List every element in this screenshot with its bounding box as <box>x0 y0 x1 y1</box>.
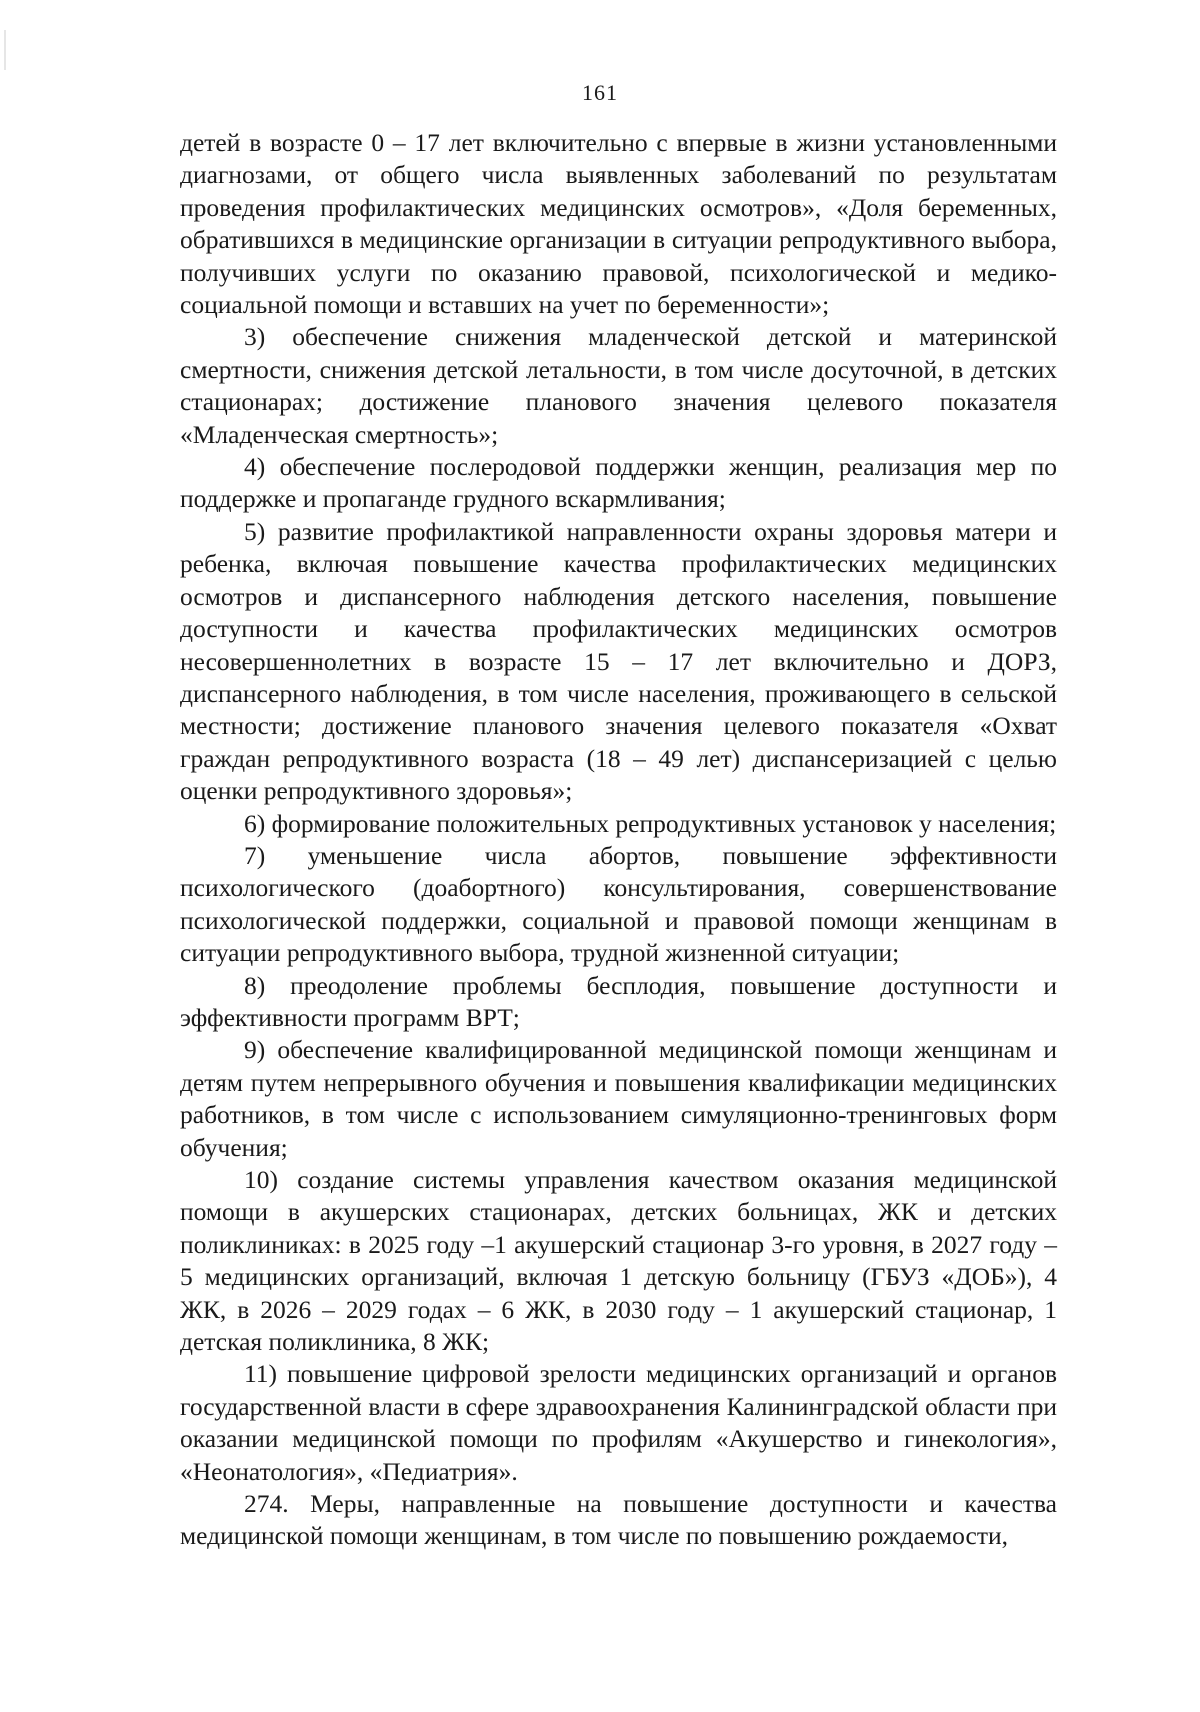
paragraph-item-8: 8) преодоление проблемы бесплодия, повышение доступности и эффективности программ ВРТ; <box>180 970 1057 1032</box>
page-number: 161 <box>582 80 618 105</box>
paragraph-item-11: 11) повышение цифровой зрелости медицинских организаций и органов государственной власти в сфере здравоохранения Калининградской области при оказании медицинской помощи по профилям «Акушерство и гинекология», «Неонатология», «Педиатрия». <box>180 1359 1057 1486</box>
paragraph-item-10: 10) создание системы управления качеством оказания медицинской помощи в акушерских стационарах, детских больницах, ЖК и детских поликлиниках: в 2025 году –1 акушерский стационар 3-го уровня, в 2027 году – 5 медицинских организаций, включая 1 детскую больницу (ГБУЗ «ДОБ»), 4 ЖК, в 2026 – 2029 годах – 6 ЖК, в 2030 году – 1 акушерский стационар, 1 детская поликлиника, 8 ЖК; <box>180 1165 1057 1357</box>
paragraph-section-274: 274. Меры, направленные на повышение доступности и качества медицинской помощи женщинам, в том числе по повышению рождаемости, <box>180 1489 1057 1551</box>
paragraph-item-3: 3) обеспечение снижения младенческой детской и материнской смертности, снижения детской летальности, в том числе досуточной, в детских стационарах; достижение планового значения целевого показателя «Младенческая смертность»; <box>180 322 1057 449</box>
paragraph-item-6: 6) формирование положительных репродуктивных установок у населения; <box>244 808 1057 838</box>
paragraph-item-7: 7) уменьшение числа абортов, повышение эффективности психологического (доабортного) консультирования, совершенствование психологической поддержки, социальной и правовой помощи женщинам в ситуации репродуктивного выбора, трудной жизненной ситуации; <box>180 840 1057 968</box>
paragraph-item-5: 5) развитие профилактикой направленности охраны здоровья матери и ребенка, включая повышение качества профилактических медицинских осмотров и диспансерного наблюдения детского населения, повышение доступности и качества профилактических медицинских осмотров несовершеннолетних в возрасте 15 – 17 лет включительно и ДОРЗ, диспансерного наблюдения, в том числе населения, проживающего в сельской местности; достижение планового значения целевого показателя «Охват граждан репродуктивного возраста (18 – 49 лет) диспансеризацией с целью оценки репродуктивного здоровья»; <box>180 516 1057 806</box>
scan-margin-mark <box>4 30 6 70</box>
document-body <box>180 127 1057 1553</box>
paragraph-continuation: детей в возрасте 0 – 17 лет включительно с впервые в жизни установленными диагнозами, от общего числа выявленных заболеваний по результатам проведения профилактических медицинских осмотров», «Доля беременных, обратившихся в медицинские организации в ситуации репродуктивного выбора, получивших услуги по оказанию правовой, психологической и медико-социальной помощи и вставших на учет по беременности»; <box>180 128 1057 320</box>
paragraph-item-9: 9) обеспечение квалифицированной медицинской помощи женщинам и детям путем непрерывного обучения и повышения квалификации медицинских работников, в том числе с использованием симуляционно-тренинговых форм обучения; <box>180 1035 1057 1162</box>
paragraph-item-4: 4) обеспечение послеродовой поддержки женщин, реализация мер по поддержке и пропаганде грудного вскармливания; <box>180 452 1057 514</box>
